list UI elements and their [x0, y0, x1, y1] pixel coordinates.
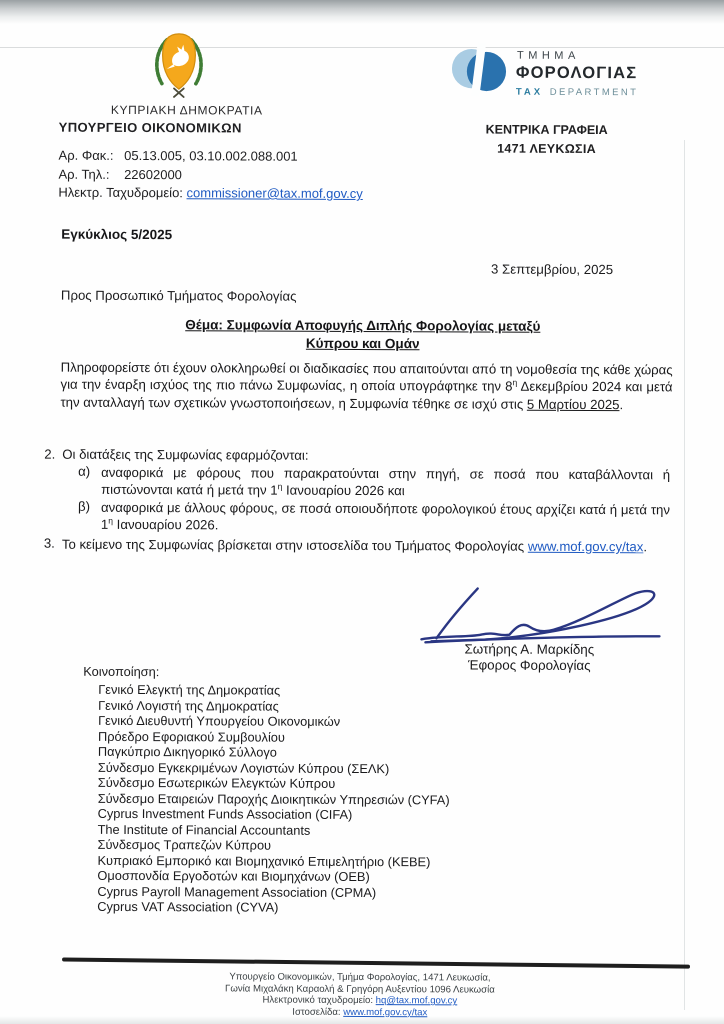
- footer-address-line1: Υπουργείο Οικονομικών, Τμήμα Φορολογίας, 1471 Λευκωσία,: [229, 971, 491, 984]
- republic-label: ΚΥΠΡΙΑΚΗ ΔΗΜΟΚΡΑΤΙΑ: [110, 102, 263, 118]
- footer-website-row: [0, 1005, 722, 1020]
- ministry-label: ΥΠΟΥΡΓΕΙΟ ΟΙΚΟΝΟΜΙΚΩΝ: [58, 119, 242, 136]
- cc-recipient-item: Σύνδεσμο Εταιρειών Παροχής Διοικητικών Υπηρεσιών (CYFA): [97, 790, 450, 807]
- paragraph-2a: [78, 464, 670, 501]
- footer-website-link[interactable]: www.mof.gov.cy/tax: [343, 1006, 428, 1019]
- inline-link[interactable]: www.mof.gov.cy/tax: [527, 538, 644, 555]
- central-offices-label: ΚΕΝΤΡΙΚΑ ΓΡΑΦΕΙΑ: [485, 122, 608, 138]
- subject-line2: Κύπρου και Ομάν: [305, 335, 420, 352]
- footer-website-label: Ιστοσελίδα:: [292, 1006, 344, 1018]
- text-segment: Ιανουαρίου 2026.: [112, 517, 219, 533]
- paragraph-2a-text: [101, 464, 670, 501]
- dept-logo-line1: ΤΜΗΜΑ: [516, 49, 580, 62]
- dept-logo-line2: ΦΟΡΟΛΟΓΙΑΣ: [515, 63, 638, 83]
- text-segment: .: [643, 539, 648, 555]
- file-number-label: Αρ. Φακ.:: [58, 147, 114, 163]
- telephone-value: 22602000: [124, 166, 182, 182]
- dept-logo-line3: [516, 87, 686, 99]
- text-segment: Πληροφορείστε ότι έχουν ολοκληρωθεί οι διαδικασίες που απαιτούνται από τη νομοθεσία της κάθε χώρας για την έναρξη ισχύος της πιο πάνω Συμφωνίας, η οποία υπογράφτηκε την 8: [60, 359, 673, 395]
- addressee-line: Προς Προσωπικό Τμήματος Φορολογίας: [60, 287, 297, 304]
- subject-line1: Θέμα: Συμφωνία Αποφυγής Διπλής Φορολογίας μεταξύ: [185, 317, 541, 334]
- paragraph-3-text: [62, 536, 668, 556]
- cc-recipient-item: Κυπριακό Εμπορικό και Βιομηχανικό Επιμελητήριο (ΚΕΒΕ): [97, 852, 431, 869]
- text-segment: Το κείμενο της Συμφωνίας βρίσκεται στην ιστοσελίδα του Τμήματος Φορολογίας: [61, 536, 528, 554]
- cc-recipient-item: Πρόεδρο Εφοριακού Συμβουλίου: [97, 728, 285, 745]
- footer-divider: [62, 958, 690, 969]
- cyprus-coat-of-arms-icon: [148, 30, 210, 98]
- tax-department-logo-icon: [452, 37, 508, 103]
- signature-scribble-icon: [415, 585, 667, 648]
- paragraph-2b-marker: β): [77, 498, 91, 514]
- dept-logo-tax-label: TAX: [515, 86, 544, 98]
- superscript-text: η: [277, 481, 283, 492]
- footer-address-line2: Γωνία Μιχαλάκη Καραολή & Γρηγόρη Αυξεντίου 1096 Λευκωσία: [225, 983, 495, 996]
- telephone-label: Αρ. Τηλ.:: [58, 166, 110, 182]
- cc-recipient-item: Παγκύπριο Δικηγορικό Σύλλογο: [97, 743, 277, 760]
- cc-recipient-item: Γενικό Διευθυντή Υπουργείου Οικονομικών: [98, 712, 341, 729]
- cc-recipient-item: Cyprus Investment Funds Association (CIFA): [97, 805, 353, 822]
- cc-recipient-item: Cyprus VAT Association (CYVA): [97, 898, 279, 915]
- text-segment: Δεκεμβρίου 2024 και μετά την ανταλλαγή των σχετικών γνωστοποιήσεων, η Συμφωνία τέθηκε σε ισχύ στις: [60, 379, 673, 412]
- paragraph-3: [44, 536, 664, 556]
- cc-recipient-item: Cyprus Payroll Management Association (CPMA): [97, 883, 377, 900]
- cc-recipients-list: [97, 682, 450, 916]
- commissioner-email-link[interactable]: commissioner@tax.mof.gov.cy: [186, 185, 363, 202]
- central-offices-block: [454, 122, 640, 156]
- paragraph-2b-text: [101, 499, 670, 536]
- cc-recipient-item: Σύνδεσμο Εγκεκριμένων Λογιστών Κύπρου (ΣΕΛΚ): [97, 759, 390, 776]
- text-segment: 5 Μαρτίου 2025: [526, 396, 620, 412]
- circular-number: Εγκύκλιος 5/2025: [61, 226, 173, 243]
- cc-recipient-item: Ομοσπονδία Εργοδοτών και Βιομηχάνων (ΟΕΒ): [97, 867, 370, 885]
- paragraph-2a-marker: α): [78, 463, 91, 479]
- paragraph-2-intro: Οι διατάξεις της Συμφωνίας εφαρμόζονται:: [62, 446, 309, 463]
- dept-logo-department-label: DEPARTMENT: [549, 86, 639, 99]
- text-segment: Ιανουαρίου 2026 και: [282, 483, 405, 499]
- paragraph-3-number: 3.: [43, 535, 55, 551]
- superscript-text: η: [108, 515, 114, 526]
- telephone-row: [58, 165, 362, 185]
- file-number-row: [59, 147, 363, 167]
- cc-label: Κοινοποίηση:: [83, 663, 160, 680]
- email-label: Ηλεκτρ. Ταχυδρομείο:: [58, 184, 187, 201]
- cc-recipient-item: Γενικό Ελεγκτή της Δημοκρατίας: [98, 681, 281, 698]
- footer-block: [0, 970, 722, 1020]
- letter-meta-block: [58, 147, 363, 204]
- paragraph-2-number: 2.: [44, 446, 56, 462]
- text-segment: αναφορικά με φόρους που παρακρατούνται στην πηγή, σε ποσά που καταβάλλονται ή πιστώνονται κατά ή μετά την 1: [101, 464, 671, 499]
- paragraph-2b: [78, 499, 670, 536]
- signatory-name: Σωτήρης Α. Μαρκίδης: [464, 641, 595, 658]
- cc-recipient-item: The Institute of Financial Accountants: [97, 821, 311, 838]
- email-row: [58, 184, 362, 204]
- footer-email-link[interactable]: hq@tax.mof.gov.cy: [375, 995, 458, 1007]
- cc-recipient-item: Σύνδεσμο Εσωτερικών Ελεγκτών Κύπρου: [97, 774, 336, 791]
- superscript-text: η: [512, 377, 518, 388]
- file-number-value: 05.13.005, 03.10.002.088.001: [124, 147, 298, 164]
- subject-heading: [1, 315, 724, 354]
- letter-date: 3 Σεπτεμβρίου, 2025: [491, 261, 614, 278]
- cc-recipient-item: Σύνδεσμος Τραπεζών Κύπρου: [97, 836, 272, 853]
- footer-email-label: Ηλεκτρονικό ταχυδρομείο:: [262, 994, 376, 1007]
- text-segment: .: [619, 396, 624, 412]
- cc-recipient-item: Γενικό Λογιστή της Δημοκρατίας: [98, 697, 279, 714]
- paragraph-1: [60, 359, 672, 414]
- text-segment: αναφορικά με άλλους φόρους, σε ποσά οποιουδήποτε φορολογικού έτους αρχίζει κατά ή μετά την 1: [100, 499, 671, 533]
- postal-code-city-label: 1471 ΛΕΥΚΩΣΙΑ: [497, 141, 597, 157]
- tax-department-wordmark: [516, 50, 686, 99]
- signatory-title: Έφορος Φορολογίας: [467, 657, 591, 673]
- paragraph-2: [44, 447, 672, 465]
